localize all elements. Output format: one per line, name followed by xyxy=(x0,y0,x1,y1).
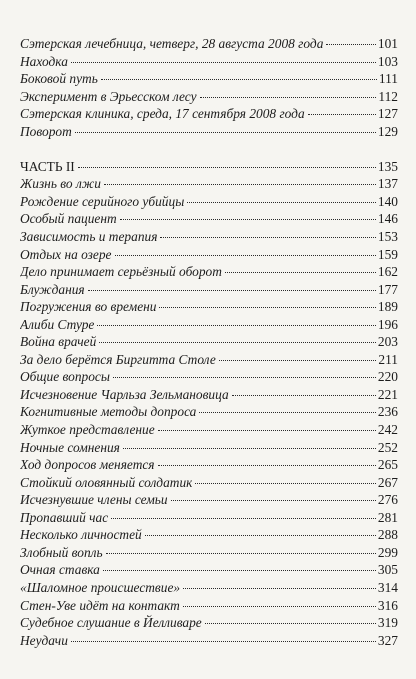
dot-leader xyxy=(123,448,376,449)
dot-leader xyxy=(103,570,376,571)
toc-entry-page: 276 xyxy=(377,492,398,508)
toc-entry xyxy=(20,597,398,615)
toc-entry-title: Исчезновение Чарльза Зельмановица xyxy=(20,386,229,402)
toc-entry-title: Стен-Уве идёт на контакт xyxy=(20,597,180,613)
toc-entry-page: 159 xyxy=(377,246,398,262)
dot-leader xyxy=(106,553,376,554)
dot-leader xyxy=(145,535,376,536)
toc-entry-title: Злобный вопль xyxy=(20,544,103,560)
toc-entry-page: 265 xyxy=(377,457,398,473)
toc-entry xyxy=(20,579,398,597)
toc-entry xyxy=(20,105,398,123)
toc-entry-page: 153 xyxy=(377,229,398,245)
toc-entry-title: Алиби Стуре xyxy=(20,316,95,332)
toc-entry-title: Особый пациент xyxy=(20,211,117,227)
toc-entry-page: 137 xyxy=(377,176,398,192)
toc-entry-title: Жуткое представление xyxy=(20,422,155,438)
toc-part-heading xyxy=(20,158,398,176)
toc-entry xyxy=(20,246,398,264)
toc-entry-page: 305 xyxy=(377,562,398,578)
toc-entry xyxy=(20,386,398,404)
toc-entry-title: Поворот xyxy=(20,123,72,139)
toc-entry-title: Очная ставка xyxy=(20,562,100,578)
toc-entry-page: 267 xyxy=(377,474,398,490)
toc-entry-title: Когнитивные методы допроса xyxy=(20,404,197,420)
toc-entry-page: 236 xyxy=(377,404,398,420)
toc-entry-title: Ход допросов меняется xyxy=(20,457,155,473)
toc-entry xyxy=(20,88,398,106)
dot-leader xyxy=(160,237,375,238)
toc-entry-page: 129 xyxy=(377,123,398,139)
dot-leader xyxy=(115,255,376,256)
toc-entry xyxy=(20,439,398,457)
toc-entry xyxy=(20,491,398,509)
toc-entry xyxy=(20,333,398,351)
toc-entry-page: 140 xyxy=(377,193,398,209)
dot-leader xyxy=(158,465,376,466)
toc-entry-title: Боковой путь xyxy=(20,71,98,87)
toc-entry-page: 299 xyxy=(377,544,398,560)
toc-entry xyxy=(20,53,398,71)
toc-entry xyxy=(20,298,398,316)
toc-entry-page: 127 xyxy=(377,106,398,122)
toc-entry-page: 177 xyxy=(377,281,398,297)
toc-entry-page: 101 xyxy=(377,36,398,51)
toc-entry-title: Сэтерская лечебница, четверг, 28 августа 2008 года xyxy=(20,36,324,51)
toc-entry xyxy=(20,509,398,527)
dot-leader xyxy=(225,272,376,273)
toc-entry xyxy=(20,456,398,474)
toc-entry-title: Жизнь во лжи xyxy=(20,176,101,192)
dot-leader xyxy=(326,44,376,45)
toc-entry-page: 189 xyxy=(377,299,398,315)
toc-entry-title: Сэтерская клиника, среда, 17 сентября 2008 года xyxy=(20,106,305,122)
toc-entry-page: 327 xyxy=(377,632,398,648)
toc-entry xyxy=(20,193,398,211)
dot-leader xyxy=(183,606,376,607)
toc-entry-title: Судебное слушание в Йелливаре xyxy=(20,615,202,631)
toc-entry xyxy=(20,561,398,579)
toc-entry-title: «Шаломное происшествие» xyxy=(20,579,181,595)
toc-entry-title: Неудачи xyxy=(20,632,68,648)
toc-entry-title: Общие вопросы xyxy=(20,369,110,385)
toc-entry-page: 220 xyxy=(377,369,398,385)
toc-entry xyxy=(20,614,398,632)
toc-entry xyxy=(20,316,398,334)
dot-leader xyxy=(88,290,376,291)
dot-leader xyxy=(308,114,376,115)
toc-entry-title: Война врачей xyxy=(20,334,97,350)
toc-entry-title: Отдых на озере xyxy=(20,246,112,262)
toc-entry xyxy=(20,263,398,281)
toc-entry xyxy=(20,228,398,246)
toc-entry-title: Несколько личностей xyxy=(20,527,142,543)
dot-leader xyxy=(219,360,377,361)
toc-entry xyxy=(20,632,398,650)
toc-entry-title: Пропавший час xyxy=(20,509,109,525)
dot-leader xyxy=(120,219,376,220)
toc-entry-page: 203 xyxy=(377,334,398,350)
toc-entry xyxy=(20,281,398,299)
toc-entry-title: Погружения во времени xyxy=(20,299,157,315)
dot-leader xyxy=(111,518,376,519)
toc-entry-title: Исчезнувшие члены семьи xyxy=(20,492,168,508)
toc-entry-title: Зависимость и терапия xyxy=(20,229,158,245)
toc-entry xyxy=(20,35,398,53)
dot-leader xyxy=(187,202,376,203)
dot-leader xyxy=(75,132,376,133)
toc-entry xyxy=(20,175,398,193)
dot-leader xyxy=(232,395,376,396)
dot-leader xyxy=(183,588,376,589)
toc-entry-page: 281 xyxy=(377,509,398,525)
dot-leader xyxy=(104,184,376,185)
toc-entry-page: 103 xyxy=(377,53,398,69)
toc-entry xyxy=(20,123,398,141)
toc-entry-page: 221 xyxy=(377,386,398,402)
toc-entry-page: 288 xyxy=(377,527,398,543)
toc-entry-title: Находка xyxy=(20,53,68,69)
toc-entry-page: 319 xyxy=(377,615,398,631)
toc-entry-page: 196 xyxy=(377,316,398,332)
toc-entry-title: За дело берётся Биргитта Столе xyxy=(20,351,216,367)
dot-leader xyxy=(101,79,377,80)
dot-leader xyxy=(159,307,375,308)
toc-part-title: ЧАСТЬ II xyxy=(20,158,75,174)
toc-entry xyxy=(20,70,398,88)
dot-leader xyxy=(78,167,376,168)
toc-entry xyxy=(20,544,398,562)
dot-leader xyxy=(200,97,377,98)
dot-leader xyxy=(99,342,376,343)
toc-entry-title: Стойкий оловянный солдатик xyxy=(20,474,193,490)
toc-entry-title: Эксперимент в Эрьесском лесу xyxy=(20,88,197,104)
toc-part-page: 135 xyxy=(377,158,398,174)
toc-entry-page: 112 xyxy=(378,88,398,104)
toc-entry xyxy=(20,368,398,386)
toc-entry xyxy=(20,210,398,228)
toc-entry-page: 211 xyxy=(378,351,398,367)
toc-entry-page: 146 xyxy=(377,211,398,227)
dot-leader xyxy=(195,483,375,484)
toc-entry-page: 162 xyxy=(377,264,398,280)
toc-entry-page: 314 xyxy=(377,579,398,595)
dot-leader xyxy=(71,641,376,642)
toc-entry xyxy=(20,351,398,369)
dot-leader xyxy=(158,430,376,431)
toc-entry xyxy=(20,421,398,439)
dot-leader xyxy=(171,500,376,501)
dot-leader xyxy=(205,623,376,624)
toc-entry-title: Дело принимает серьёзный оборот xyxy=(20,264,222,280)
toc-entry xyxy=(20,474,398,492)
dot-leader xyxy=(71,62,376,63)
dot-leader xyxy=(97,325,376,326)
toc-entry-title: Рождение серийного убийцы xyxy=(20,193,185,209)
toc-entry xyxy=(20,403,398,421)
toc-entry-title: Блуждания xyxy=(20,281,85,297)
dot-leader xyxy=(199,412,376,413)
dot-leader xyxy=(113,377,376,378)
toc-entry-page: 111 xyxy=(378,71,398,87)
toc-entry-title: Ночные сомнения xyxy=(20,439,120,455)
toc-entry xyxy=(20,526,398,544)
toc-entry-page: 252 xyxy=(377,439,398,455)
toc-entry-page: 316 xyxy=(377,597,398,613)
toc-entry-page: 242 xyxy=(377,422,398,438)
